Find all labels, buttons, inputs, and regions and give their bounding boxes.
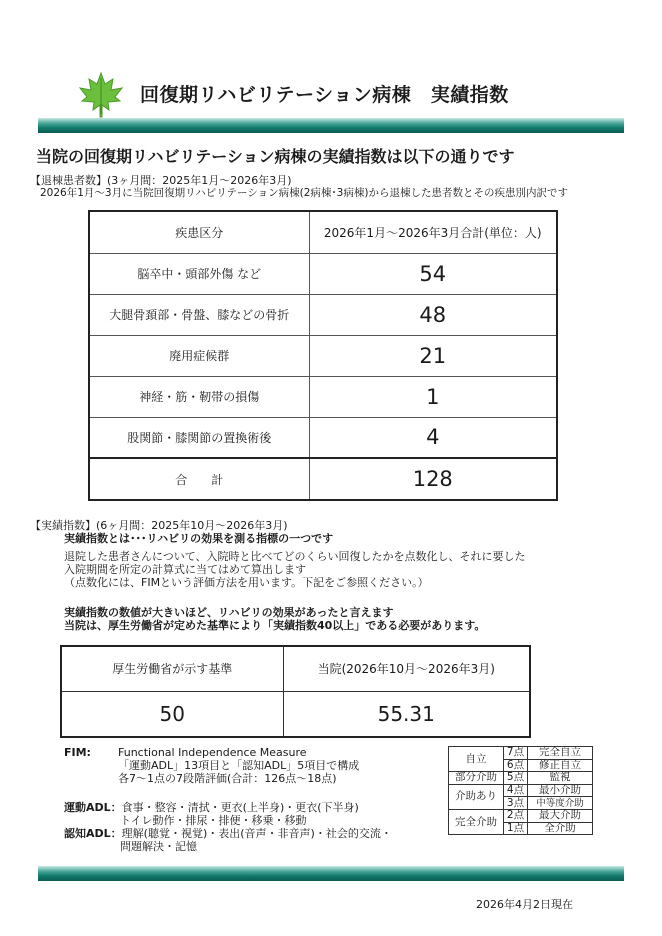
text-line: Functional Independence Measure — [118, 746, 307, 759]
scale-label: 中等度介助 — [528, 797, 593, 810]
scale-label: 全介助 — [528, 822, 593, 835]
table-row — [449, 772, 593, 785]
table-header: 厚生労働省が示す基準 — [61, 646, 283, 691]
table-row — [89, 294, 557, 335]
scale-category: 介助あり — [449, 784, 504, 809]
disease-category: 股関節・膝関節の置換術後 — [89, 417, 309, 458]
scale-label: 最大介助 — [528, 809, 593, 822]
text-line: （点数化には、FIMという評価方法を用います。下記をご参照ください。） — [64, 576, 429, 589]
patient-count: 4 — [309, 417, 557, 458]
fim-scale-table — [448, 746, 593, 835]
discharge-description: 2026年1月～3月に当院回復期リハビリテーション病棟(2病棟･3病棟)から退棟した患者数とその疾患別内訳です — [40, 187, 568, 199]
scale-points: 5点 — [504, 772, 528, 785]
table-total-row — [89, 458, 557, 500]
standard-value: 50 — [61, 691, 283, 737]
maple-leaf-icon — [76, 70, 126, 120]
index-requirement — [64, 606, 485, 632]
scale-label: 完全自立 — [528, 747, 593, 760]
scale-category: 完全介助 — [449, 809, 504, 834]
table-row — [449, 809, 593, 822]
page-title: 当院の回復期リハビリテーション病棟の実績指数は以下の通りです — [36, 147, 515, 166]
patient-count: 1 — [309, 376, 557, 417]
disease-category: 大腿骨頚部・骨盤、膝などの骨折 — [89, 294, 309, 335]
disease-category: 廃用症候群 — [89, 335, 309, 376]
text-line: 「運動ADL」13項目と「認知ADL」5項目で構成 — [118, 759, 360, 772]
index-heading: 【実績指数】(6ヶ月間：2025年10月～2026年3月) — [30, 519, 288, 532]
table-row — [449, 747, 593, 760]
scale-points: 4点 — [504, 784, 528, 797]
scale-category: 部分介助 — [449, 772, 504, 785]
footer-date: 2026年4月2日現在 — [476, 898, 573, 911]
scale-label: 最小介助 — [528, 784, 593, 797]
motor-adl-label: 運動ADL： — [64, 801, 122, 814]
text-line: 入院期間を所定の計算式に当てはめて算出します — [64, 563, 306, 576]
motor-adl-line — [64, 801, 359, 814]
text-line: 実績指数の数値が大きいほど、リハビリの効果があったと言えます — [64, 606, 394, 619]
scale-points: 7点 — [504, 747, 528, 760]
total-count: 128 — [309, 458, 557, 500]
scale-points: 3点 — [504, 797, 528, 810]
scale-points: 2点 — [504, 809, 528, 822]
text-line: 当院は、厚生労働省が定めた基準により「実績指数40以上」である必要があります。 — [64, 619, 486, 632]
scale-label: 修正自立 — [528, 759, 593, 772]
table-row — [449, 784, 593, 797]
patient-count: 54 — [309, 253, 557, 294]
table-row — [89, 253, 557, 294]
footer-band — [38, 866, 624, 881]
table-header-row — [61, 646, 530, 691]
fim-text — [118, 746, 408, 785]
text-line: トイレ動作・排尿・排便・移乗・移動 — [120, 814, 307, 827]
table-row — [61, 691, 530, 737]
disease-category: 脳卒中・頭部外傷 など — [89, 253, 309, 294]
text-line: 問題解決・記憶 — [120, 840, 197, 853]
header-title: 回復期リハビリテーション病棟 実績指数 — [140, 84, 509, 106]
table-header: 当院(2026年10月～2026年3月) — [283, 646, 530, 691]
index-table — [60, 645, 531, 738]
discharge-table — [88, 210, 558, 501]
hospital-value: 55.31 — [283, 691, 530, 737]
table-header: 2026年1月～2026年3月合計(単位：人) — [309, 211, 557, 253]
cognitive-adl-line — [64, 827, 392, 840]
scale-points: 1点 — [504, 822, 528, 835]
text-line: 食事・整容・清拭・更衣(上半身)・更衣(下半身) — [121, 801, 359, 814]
fim-description — [64, 746, 424, 790]
index-subheading: 実績指数とは･･･リハビリの効果を測る指標の一つです — [64, 532, 334, 545]
disease-category: 神経・筋・靭帯の損傷 — [89, 376, 309, 417]
table-header: 疾患区分 — [89, 211, 309, 253]
patient-count: 21 — [309, 335, 557, 376]
cognitive-adl-label: 認知ADL： — [64, 827, 122, 840]
table-row — [89, 376, 557, 417]
table-header-row — [89, 211, 557, 253]
adl-description — [64, 801, 424, 857]
fim-label: FIM: — [64, 746, 91, 759]
total-label: 合 計 — [89, 458, 309, 500]
table-row — [89, 335, 557, 376]
index-explanation — [64, 550, 526, 589]
header-band — [38, 118, 624, 133]
text-line: 退院した患者さんについて、入院時と比べてどのくらい回復したかを点数化し、それに要した — [64, 550, 526, 563]
text-line: 理解(聴覚・視覚)・表出(音声・非音声)・社会的交流・ — [121, 827, 392, 840]
text-line: 各7～1点の7段階評価(合計：126点～18点) — [118, 772, 337, 785]
patient-count: 48 — [309, 294, 557, 335]
scale-points: 6点 — [504, 759, 528, 772]
discharge-heading: 【退棟患者数】(3ヶ月間：2025年1月～2026年3月) — [30, 174, 292, 187]
scale-label: 監視 — [528, 772, 593, 785]
table-row — [89, 417, 557, 458]
scale-category: 自立 — [449, 747, 504, 772]
